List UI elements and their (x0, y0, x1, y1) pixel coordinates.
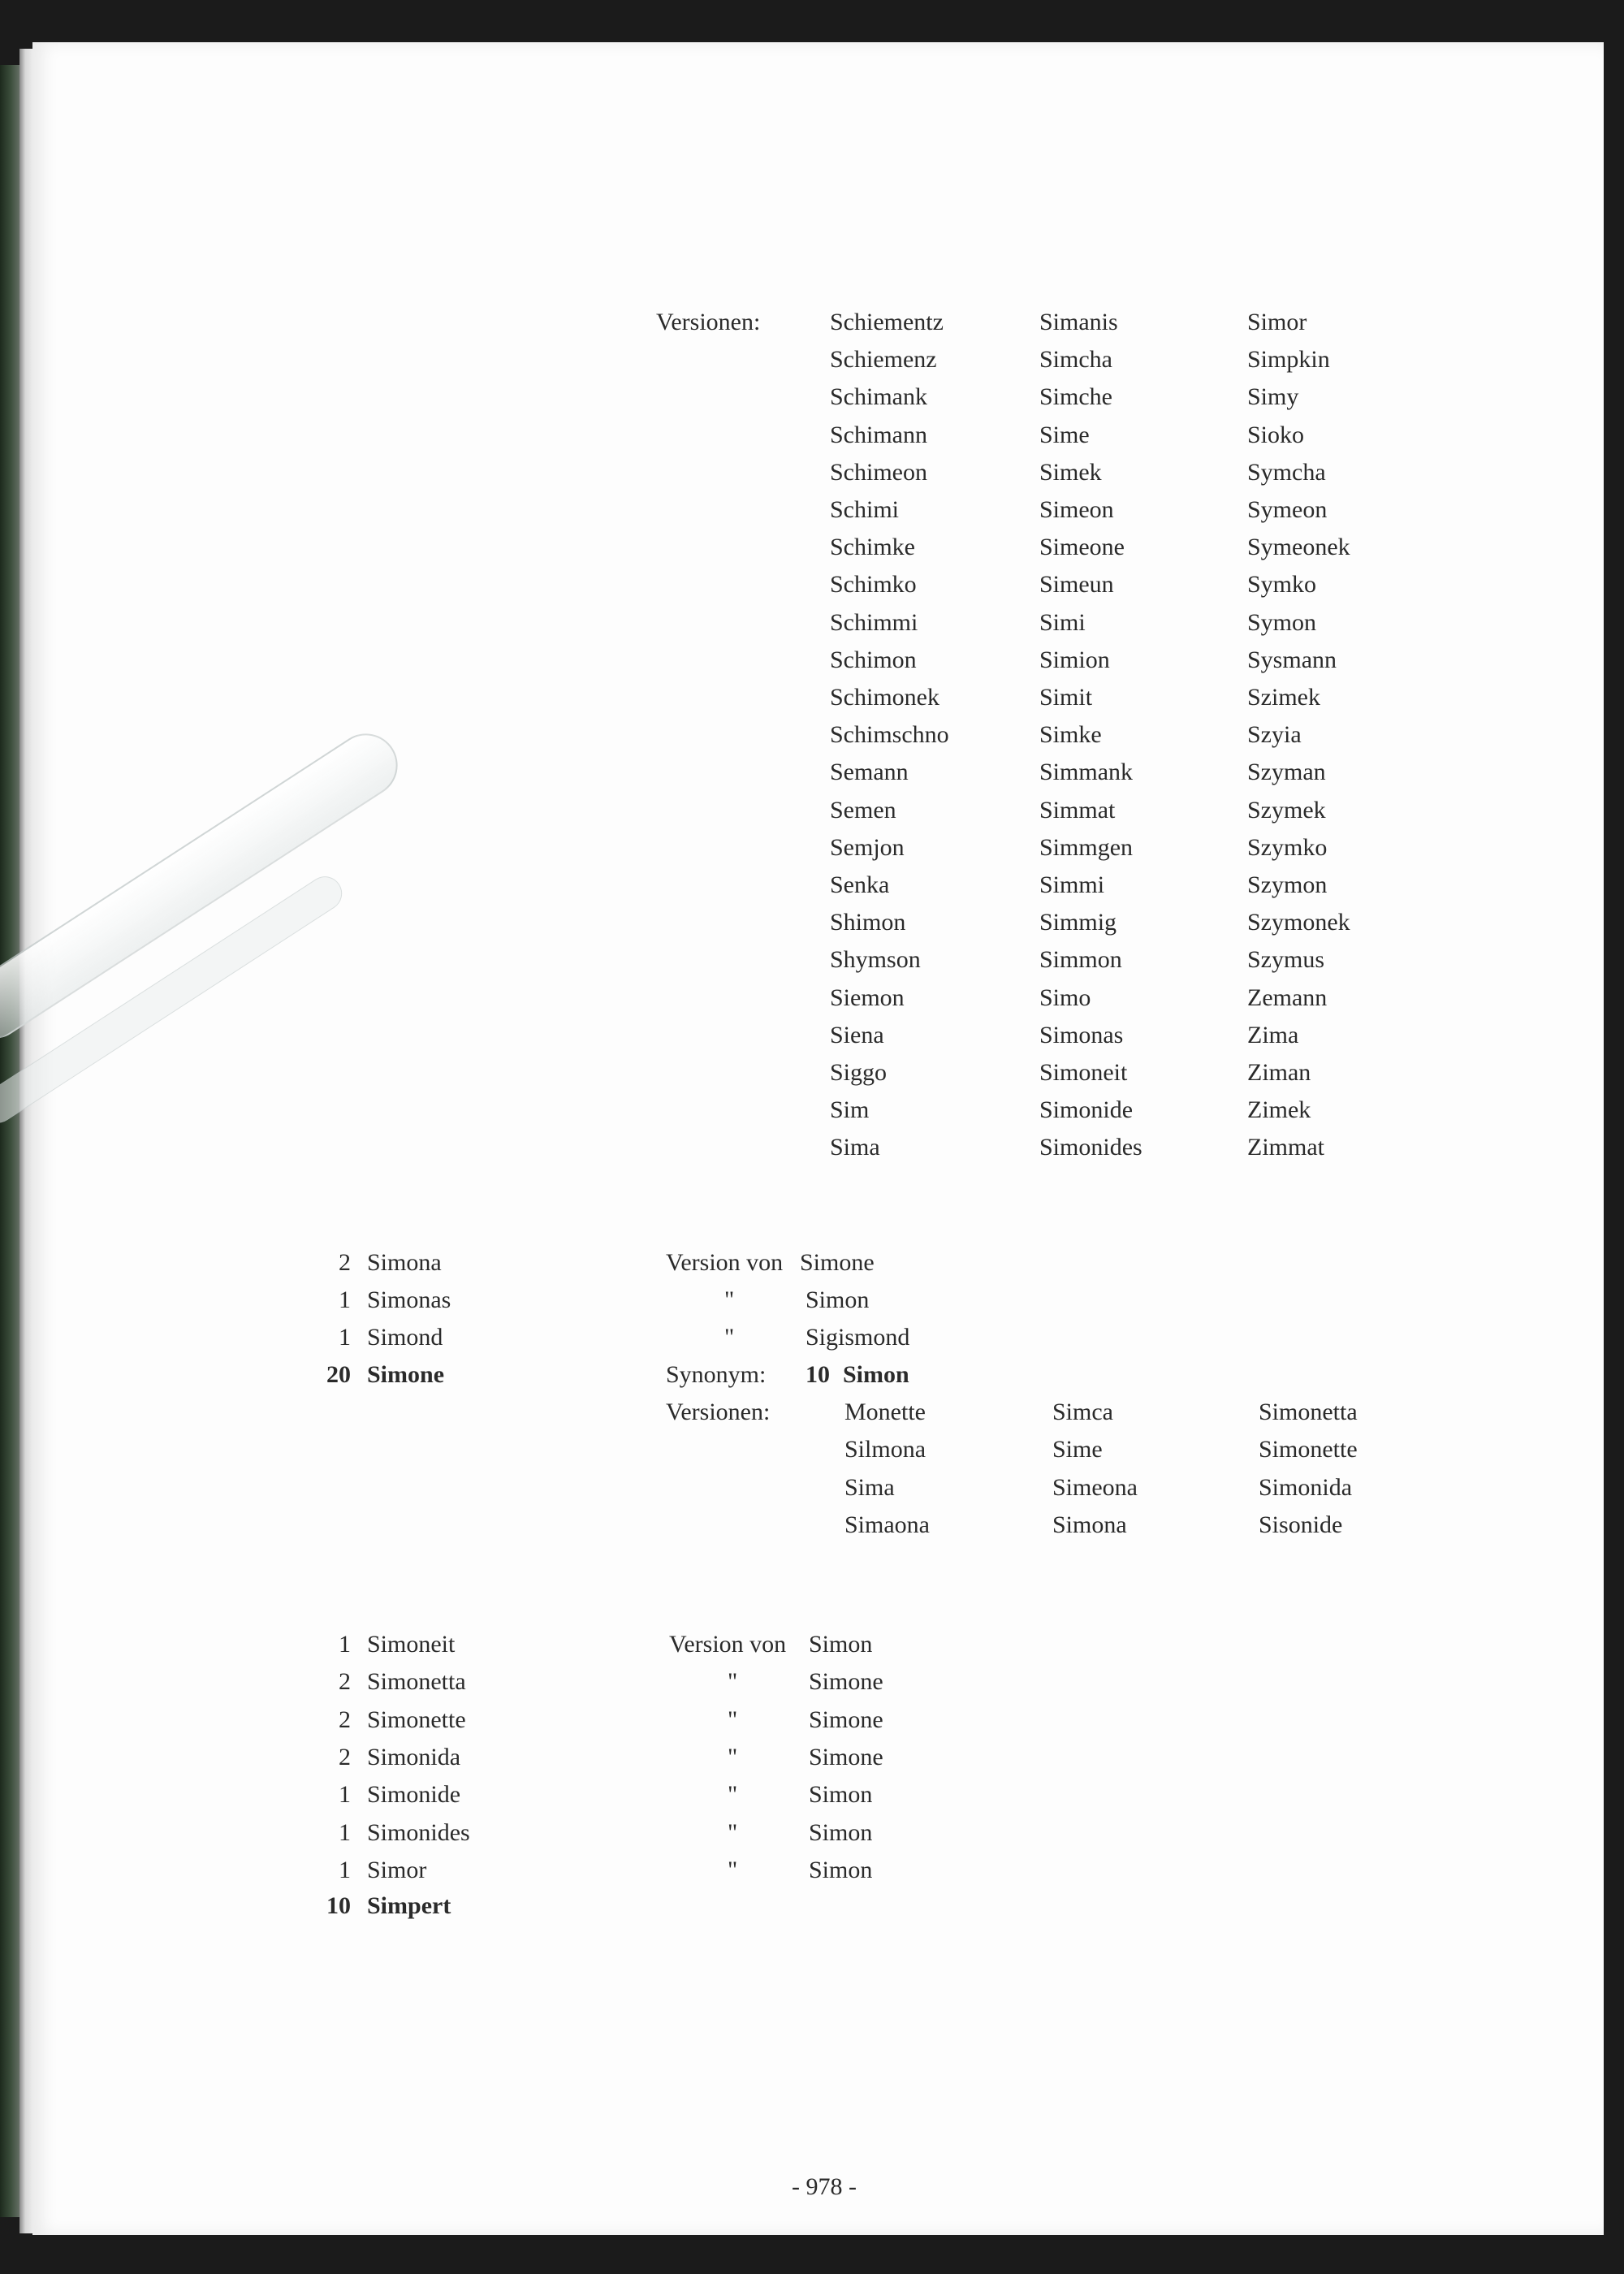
version-name: Schimschno (830, 721, 949, 749)
version-name: Simche (1039, 383, 1112, 411)
version-name: Sime (1039, 421, 1090, 448)
entry-relation: Version von (669, 1631, 787, 1658)
simone-version-name: Simonida (1259, 1473, 1353, 1501)
version-name: Schiemenz (830, 346, 937, 374)
version-name: Simonas (1039, 1021, 1124, 1048)
version-name: Szyman (1247, 759, 1326, 786)
version-name: Zimek (1247, 1096, 1311, 1124)
version-name: Schimeon (830, 458, 927, 486)
version-name: Shymson (830, 946, 921, 974)
version-name: Simy (1247, 383, 1299, 411)
version-name: Siggo (830, 1059, 888, 1086)
simone-version-name: Simonetta (1259, 1399, 1358, 1425)
entry-ditto: " (728, 1668, 738, 1696)
version-name: Simeone (1039, 534, 1125, 561)
simpert-count: 10 (326, 1892, 351, 1919)
version-name: Szymon (1247, 871, 1328, 898)
version-name: Zemann (1247, 984, 1328, 1011)
version-name: Symeon (1247, 496, 1328, 523)
book-spine-edge (0, 65, 21, 2217)
entry-count: 2 (339, 1249, 351, 1276)
entry-count: 2 (339, 1668, 351, 1696)
version-name: Simmgen (1039, 833, 1134, 861)
version-name: Zimmat (1247, 1134, 1324, 1161)
entry-count: 2 (339, 1743, 351, 1770)
version-name: Sysmann (1247, 646, 1337, 673)
version-name: Sima (830, 1134, 880, 1161)
version-name: Schimank (830, 383, 927, 411)
entry-ditto: " (728, 1818, 738, 1846)
entry-reference: Simone (800, 1249, 875, 1276)
version-name: Simanis (1039, 309, 1118, 335)
version-name: Schimke (830, 534, 915, 561)
version-name: Schimmi (830, 608, 918, 636)
entry-reference: Simon (806, 1286, 870, 1313)
version-name: Simor (1247, 309, 1307, 335)
version-name: Simonide (1039, 1096, 1134, 1124)
entry-count: 1 (339, 1856, 351, 1883)
version-name: Schimon (830, 646, 917, 673)
version-name: Schiementz (830, 309, 944, 335)
version-name: Simmon (1039, 946, 1122, 974)
simone-version-name: Simonette (1259, 1436, 1358, 1463)
entry-ditto: " (728, 1781, 738, 1809)
simone-version-name: Simaona (844, 1511, 930, 1538)
entry-count: 1 (339, 1286, 351, 1313)
entry-reference: Sigismond (806, 1324, 910, 1351)
version-name: Simmat (1039, 796, 1116, 824)
version-name: Simion (1039, 646, 1110, 673)
version-name: Semen (830, 796, 896, 824)
simone-version-name: Simona (1052, 1511, 1127, 1538)
versions-label: Versionen: (656, 309, 761, 335)
version-name: Siemon (830, 984, 905, 1011)
version-name: Simek (1039, 458, 1102, 486)
version-name: Semann (830, 759, 909, 786)
version-name: Sioko (1247, 421, 1305, 448)
entry-reference: Simon (809, 1631, 873, 1658)
version-name: Simonides (1039, 1134, 1142, 1161)
version-name: Symeonek (1247, 534, 1350, 561)
entry-name: Simonides (367, 1818, 470, 1846)
entry-name: Simor (367, 1856, 427, 1883)
version-name: Simmi (1039, 871, 1105, 898)
page-number: - 978 - (792, 2173, 857, 2200)
version-name: Simeon (1039, 496, 1114, 523)
simone-count: 20 (326, 1361, 351, 1388)
entry-ditto: " (724, 1286, 735, 1313)
simone-version-name: Sisonide (1259, 1511, 1343, 1538)
version-name: Simoneit (1039, 1059, 1128, 1086)
entry-ditto: " (728, 1856, 738, 1883)
version-name: Semjon (830, 833, 905, 861)
entry-count: 2 (339, 1706, 351, 1733)
entry-name: Simonas (367, 1286, 451, 1313)
version-name: Siena (830, 1021, 884, 1048)
simone-synonym-count: 10 (806, 1361, 830, 1388)
simone-synonym-name: Simon (843, 1361, 909, 1388)
simone-version-name: Sima (844, 1473, 895, 1501)
simone-version-name: Simeona (1052, 1473, 1138, 1501)
entry-ditto: " (724, 1324, 735, 1351)
version-name: Simmig (1039, 909, 1117, 936)
entry-reference: Simone (809, 1668, 883, 1696)
version-name: Szymek (1247, 796, 1326, 824)
version-name: Simo (1039, 984, 1091, 1011)
entry-name: Simonetta (367, 1668, 466, 1696)
version-name: Simcha (1039, 346, 1112, 374)
simone-version-name: Sime (1052, 1436, 1103, 1463)
entry-reference: Simon (809, 1856, 873, 1883)
version-name: Shimon (830, 909, 906, 936)
version-name: Simmank (1039, 759, 1134, 786)
entry-name: Simond (367, 1324, 443, 1351)
entry-count: 1 (339, 1818, 351, 1846)
version-name: Symcha (1247, 458, 1326, 486)
entry-reference: Simone (809, 1706, 883, 1733)
entry-name: Simoneit (367, 1631, 456, 1658)
simone-version-name: Simca (1052, 1399, 1113, 1425)
version-name: Szymus (1247, 946, 1325, 974)
entry-count: 1 (339, 1324, 351, 1351)
entry-name: Simonide (367, 1781, 461, 1809)
transparent-bookmark (0, 721, 410, 1050)
entry-reference: Simone (809, 1743, 883, 1770)
entry-name: Simonida (367, 1743, 461, 1770)
entry-name: Simona (367, 1249, 442, 1276)
entry-name: Simonette (367, 1706, 466, 1733)
entry-count: 1 (339, 1631, 351, 1658)
version-name: Schimko (830, 571, 917, 599)
document-page (32, 42, 1604, 2235)
version-name: Szyia (1247, 721, 1302, 749)
entry-reference: Simon (809, 1818, 873, 1846)
simone-version-name: Monette (844, 1399, 926, 1425)
simone-version-name: Silmona (844, 1436, 926, 1463)
version-name: Schimonek (830, 684, 939, 711)
version-name: Symko (1247, 571, 1317, 599)
simone-name: Simone (367, 1361, 445, 1388)
version-name: Simpkin (1247, 346, 1330, 374)
version-name: Symon (1247, 608, 1317, 636)
version-name: Zima (1247, 1021, 1299, 1048)
version-name: Simeun (1039, 571, 1114, 599)
simone-synonym-label: Synonym: (666, 1361, 767, 1388)
version-name: Simke (1039, 721, 1102, 749)
simpert-name: Simpert (367, 1892, 451, 1919)
version-name: Simi (1039, 608, 1086, 636)
version-name: Ziman (1247, 1059, 1311, 1086)
entry-reference: Simon (809, 1781, 873, 1809)
entry-ditto: " (728, 1743, 738, 1770)
version-name: Szimek (1247, 684, 1320, 711)
version-name: Simit (1039, 684, 1093, 711)
entry-ditto: " (728, 1706, 738, 1733)
version-name: Szymko (1247, 833, 1328, 861)
version-name: Szymonek (1247, 909, 1350, 936)
simone-versions-label: Versionen: (666, 1399, 771, 1425)
entry-relation: Version von (666, 1249, 784, 1276)
version-name: Sim (830, 1096, 870, 1124)
version-name: Senka (830, 871, 890, 898)
entry-count: 1 (339, 1781, 351, 1809)
version-name: Schimi (830, 496, 900, 523)
version-name: Schimann (830, 421, 927, 448)
